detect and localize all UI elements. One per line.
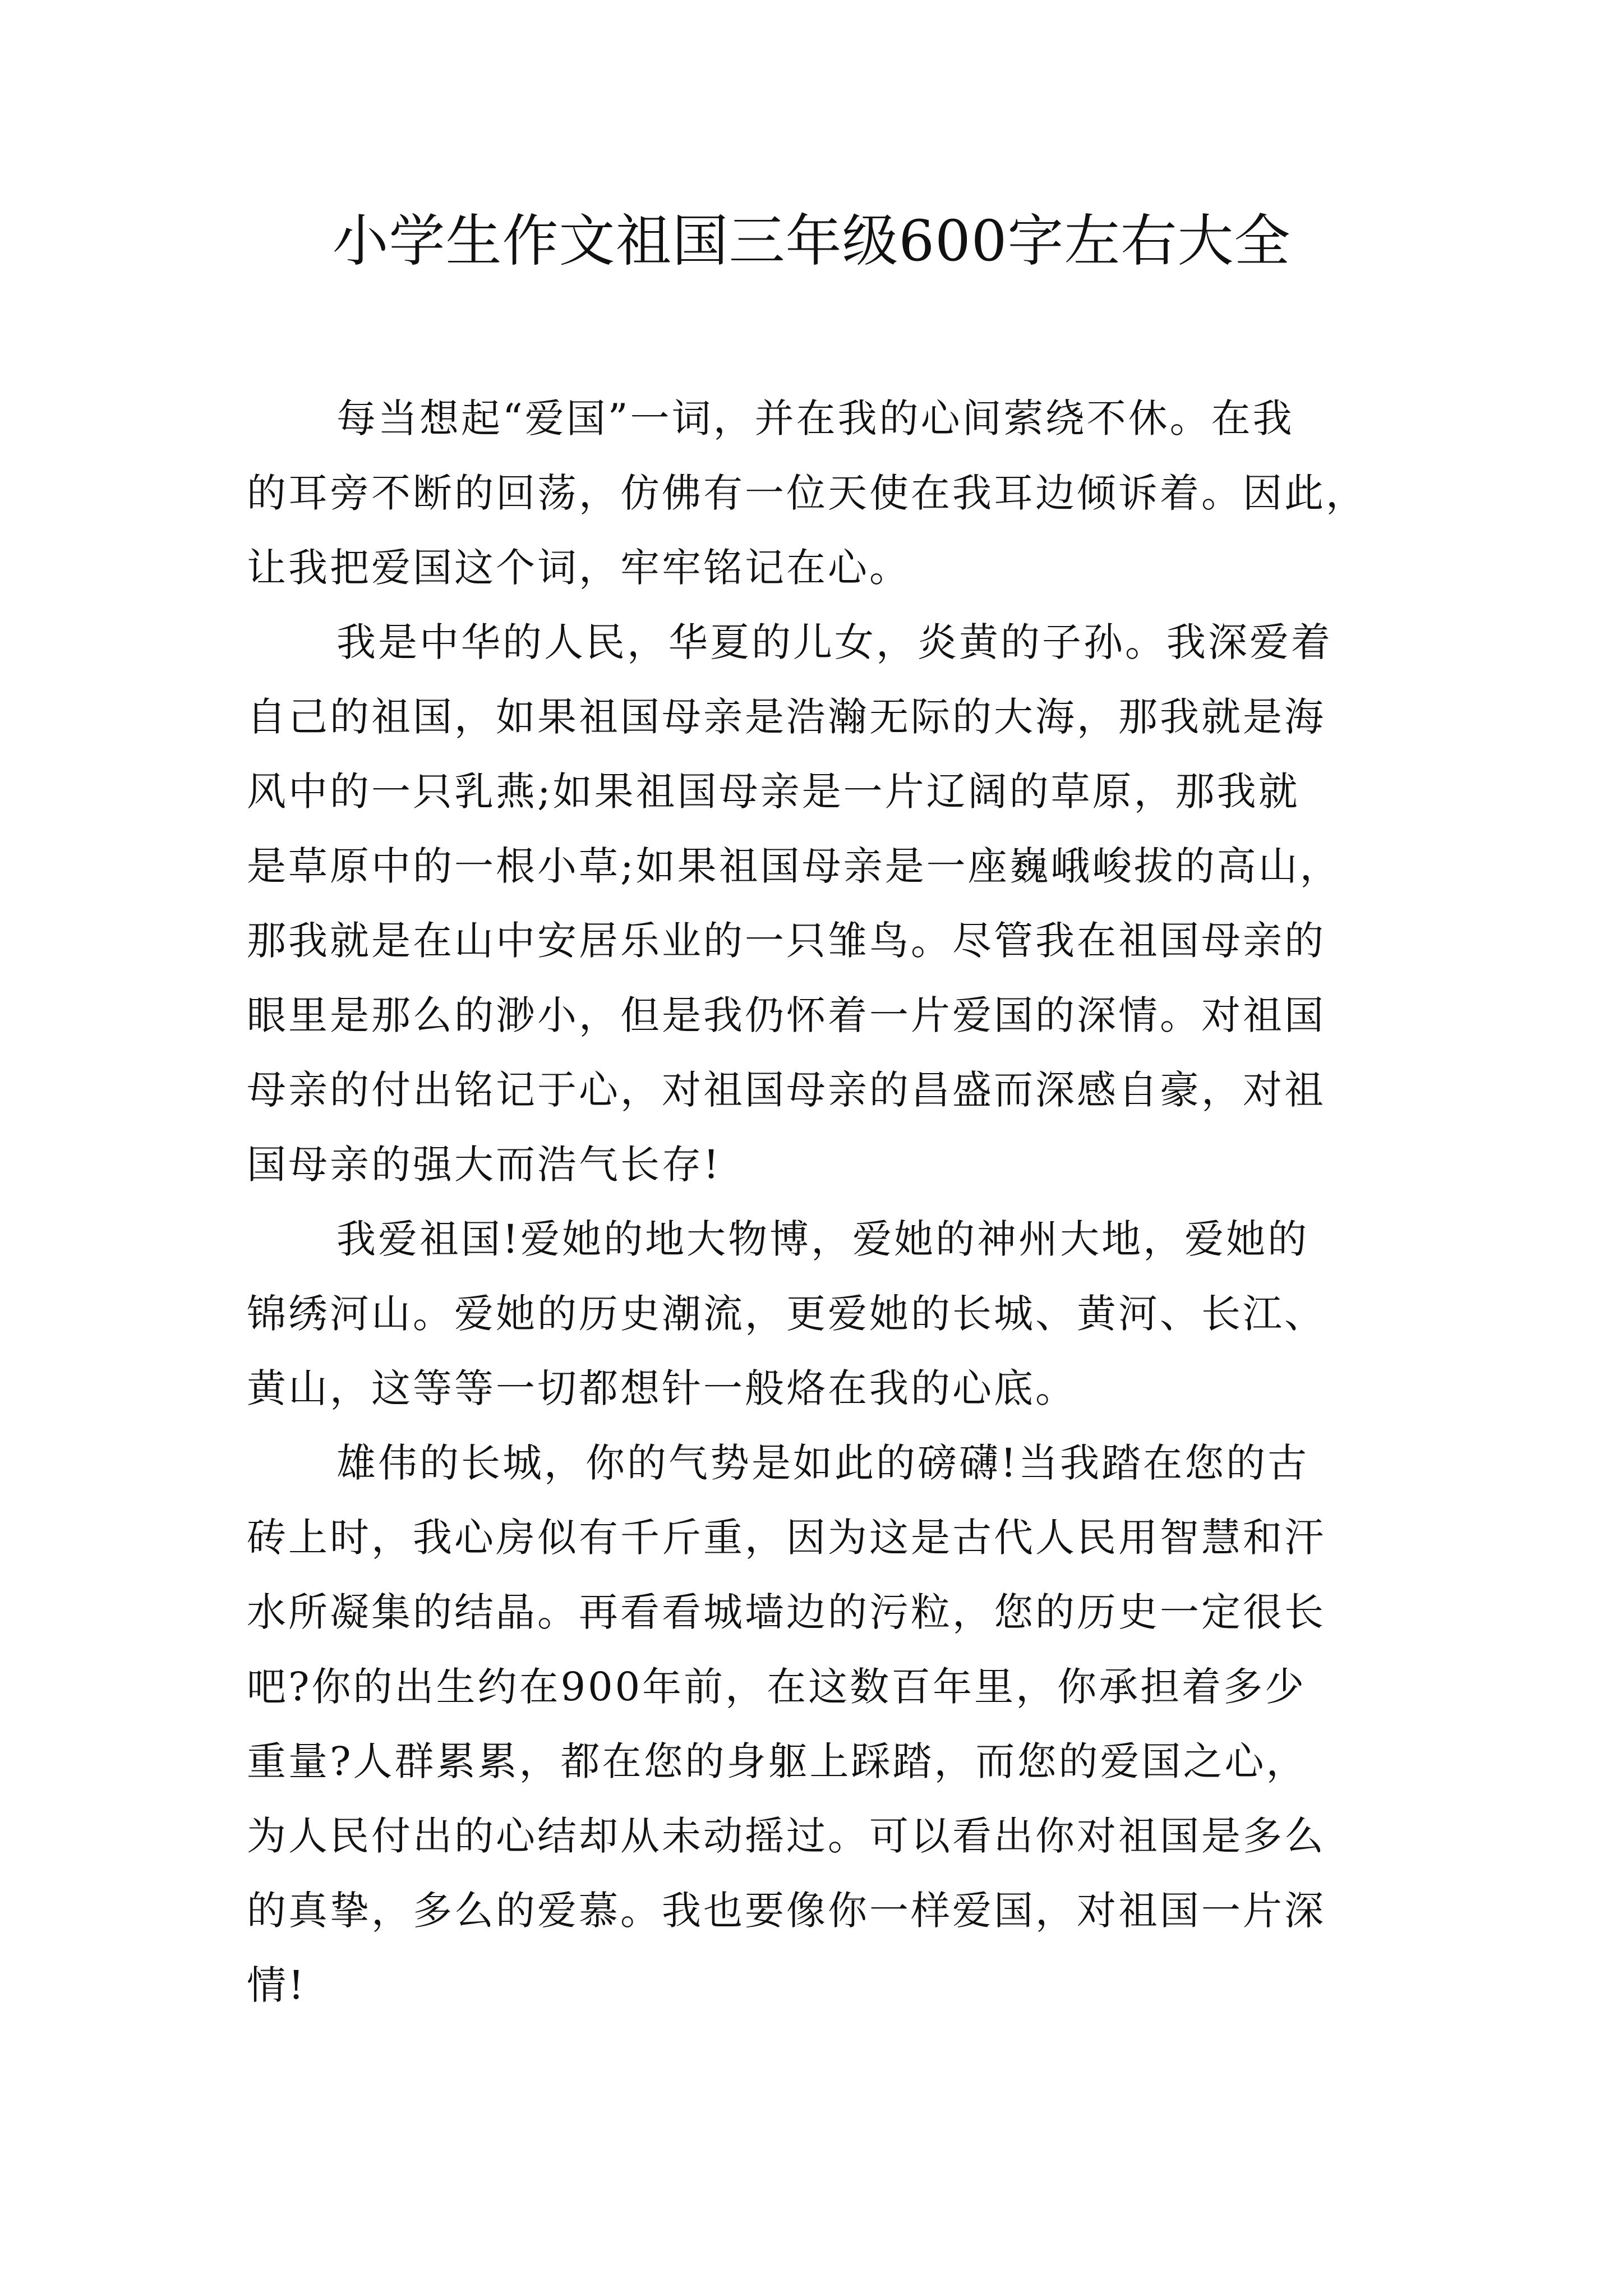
paragraph-3-line-3: 黄山，这等等一切都想针一般烙在我的心底。 [247, 1365, 1077, 1411]
paragraph-4-line-5: 重量?人群累累，都在您的身躯上踩踏，而您的爱国之心， [247, 1738, 1308, 1784]
paragraph-2-line-4: 是草原中的一根小草;如果祖国母亲是一座巍峨峻拔的高山， [247, 843, 1341, 889]
paragraph-4-line-6: 为人民付出的心结却从未动摇过。可以看出你对祖国是多么 [247, 1813, 1326, 1859]
document-title: 小学生作文祖国三年级600字左右大全 [332, 208, 1291, 274]
paragraph-1-line-1: 每当想起“爱国”一词，并在我的心间萦绕不休。在我 [336, 395, 1294, 441]
paragraph-2-line-8: 国母亲的强大而浩气长存! [247, 1142, 722, 1188]
paragraph-4-line-3: 水所凝集的结晶。再看看城墙边的污粒，您的历史一定很长 [247, 1589, 1326, 1635]
paragraph-4-line-7: 的真挚，多么的爱慕。我也要像你一样爱国，对祖国一片深 [247, 1888, 1326, 1934]
paragraph-2-line-5: 那我就是在山中安居乐业的一只雏鸟。尽管我在祖国母亲的 [247, 918, 1326, 964]
paragraph-4-line-4: 吧?你的出生约在900年前，在这数百年里，你承担着多少 [247, 1664, 1307, 1710]
paragraph-4-line-2: 砖上时，我心房似有千斤重，因为这是古代人民用智慧和汗 [247, 1515, 1326, 1561]
paragraph-1-line-3: 让我把爱国这个词，牢牢铭记在心。 [247, 545, 911, 591]
paragraph-2-line-6: 眼里是那么的渺小，但是我仍怀着一片爱国的深情。对祖国 [247, 992, 1326, 1038]
paragraph-1-line-2: 的耳旁不断的回荡，仿佛有一位天使在我耳边倾诉着。因此， [247, 470, 1367, 516]
document-body [247, 381, 1385, 2023]
paragraph-4-line-1: 雄伟的长城，你的气势是如此的磅礴!当我踏在您的古 [336, 1440, 1310, 1486]
paragraph-2-line-1: 我是中华的人民，华夏的儿女，炎黄的子孙。我深爱着 [336, 619, 1332, 665]
paragraph-4-line-8: 情! [247, 1962, 307, 2008]
paragraph-2-line-2: 自己的祖国，如果祖国母亲是浩瀚无际的大海，那我就是海 [247, 694, 1326, 740]
paragraph-3-line-2: 锦绣河山。爱她的历史潮流，更爱她的长城、黄河、长江、 [247, 1291, 1326, 1337]
paragraph-2-line-3: 风中的一只乳燕;如果祖国母亲是一片辽阔的草原，那我就 [247, 769, 1300, 815]
paragraph-3-line-1: 我爱祖国!爱她的地大物博，爱她的神州大地，爱她的 [336, 1216, 1310, 1262]
paragraph-2-line-7: 母亲的付出铭记于心，对祖国母亲的昌盛而深感自豪，对祖 [247, 1067, 1326, 1113]
